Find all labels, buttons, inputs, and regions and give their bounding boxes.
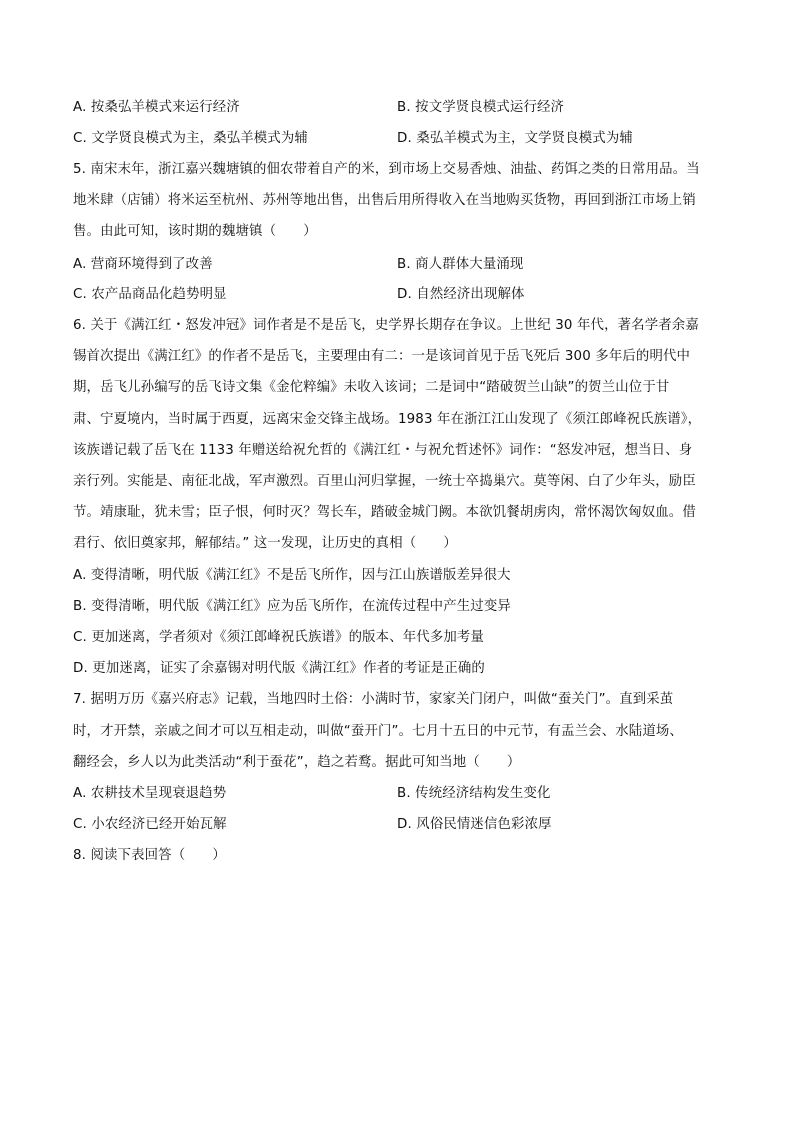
q4-option-b: B. 按文学贤良模式运行经济 bbox=[397, 100, 565, 115]
q4-option-c: C. 文学贤良模式为主，桑弘羊模式为辅 bbox=[73, 131, 308, 146]
q5-option-b: B. 商人群体大量涌现 bbox=[397, 257, 524, 272]
q8-stem: 8. 阅读下表回答（ ） bbox=[73, 848, 226, 863]
q7-option-a: A. 农耕技术呈现衰退趋势 bbox=[73, 786, 227, 801]
q6-stem-line: 期，岳飞儿孙编写的岳飞诗文集《金佗粹编》未收入该词；二是词中“踏破贺兰山缺”的贺兰山位于甘 bbox=[73, 380, 670, 395]
q6-option-b: B. 变得清晰，明代版《满江红》应为岳飞所作，在流传过程中产生过变异 bbox=[73, 599, 511, 614]
q7-stem-line: 翻经会，乡人以为此类活动“利于蚕花”，趋之若鹜。据此可知当地（ ） bbox=[73, 755, 521, 770]
q5-stem-line: 售。由此可知，该时期的魏塘镇（ ） bbox=[73, 224, 317, 239]
q6-option-c: C. 更加迷离，学者须对《须江郎峰祝氏族谱》的版本、年代多加考量 bbox=[73, 630, 484, 645]
q6-stem-line: 节。靖康耻，犹未雪；臣子恨，何时灭？驾长车，踏破金城门阙。本欲饥餐胡虏肉，常怀渴饮匈奴血。借 bbox=[73, 505, 696, 520]
q6-stem-line: 锡首次提出《满江红》的作者不是岳飞，主要理由有二：一是该词首见于岳飞死后 300 多年后的明代中 bbox=[73, 349, 691, 364]
q6-stem-line: 亲行列。实能是、南征北战，军声激烈。百里山河归掌握，一统士卒捣巢穴。莫等闲、白了少年头，励臣 bbox=[73, 474, 696, 489]
q6-option-a: A. 变得清晰，明代版《满江红》不是岳飞所作，因与江山族谱版差异很大 bbox=[73, 568, 511, 583]
q5-stem-line: 5. 南宋末年，浙江嘉兴魏塘镇的佃农带着自产的米，到市场上交易香烛、油盐、药饵之类的日常用品。当 bbox=[73, 162, 700, 177]
q6-stem-line: 君行、依旧奠家邦，解郁结。” 这一发现，让历史的真相（ ） bbox=[73, 536, 457, 551]
q5-option-c: C. 农产品商品化趋势明显 bbox=[73, 287, 227, 302]
q7-stem-line: 时，才开禁，亲戚之间才可以互相走动，叫做“蚕开门”。七月十五日的中元节，有盂兰会、水陆道场、 bbox=[73, 724, 683, 739]
q6-stem-line: 6. 关于《满江红・怒发冲冠》词作者是不是岳飞，史学界长期存在争议。上世纪 30 年代，著名学者余嘉 bbox=[73, 318, 699, 333]
q7-option-b: B. 传统经济结构发生变化 bbox=[397, 786, 551, 801]
q4-option-a: A. 按桑弘羊模式来运行经济 bbox=[73, 100, 240, 115]
q5-stem-line: 地米肆（店铺）将米运至杭州、苏州等地出售，出售后用所得收入在当地购买货物，再回到浙江市场上销 bbox=[73, 193, 696, 208]
q6-option-d: D. 更加迷离，证实了余嘉锡对明代版《满江红》作者的考证是正确的 bbox=[73, 661, 485, 676]
q7-option-c: C. 小农经济已经开始瓦解 bbox=[73, 817, 227, 832]
q7-option-d: D. 风俗民情迷信色彩浓厚 bbox=[397, 817, 552, 832]
q4-option-d: D. 桑弘羊模式为主，文学贤良模式为辅 bbox=[397, 131, 633, 146]
q5-option-d: D. 自然经济出现解体 bbox=[397, 287, 525, 302]
q6-stem-line: 该族谱记载了岳飞在 1133 年赠送给祝允哲的《满江红・与祝允哲述怀》词作：“怒发冲冠，想当日、身 bbox=[73, 443, 693, 458]
q7-stem-line: 7. 据明万历《嘉兴府志》记载，当地四时土俗：小满时节，家家关门闭户，叫做“蚕关门”。直到采茧 bbox=[73, 692, 674, 707]
q5-option-a: A. 营商环境得到了改善 bbox=[73, 257, 213, 272]
q6-stem-line: 肃、宁夏境内，当时属于西夏，远离宋金交锋主战场。1983 年在浙江江山发现了《须江郎峰祝氏族谱》， bbox=[73, 412, 702, 427]
